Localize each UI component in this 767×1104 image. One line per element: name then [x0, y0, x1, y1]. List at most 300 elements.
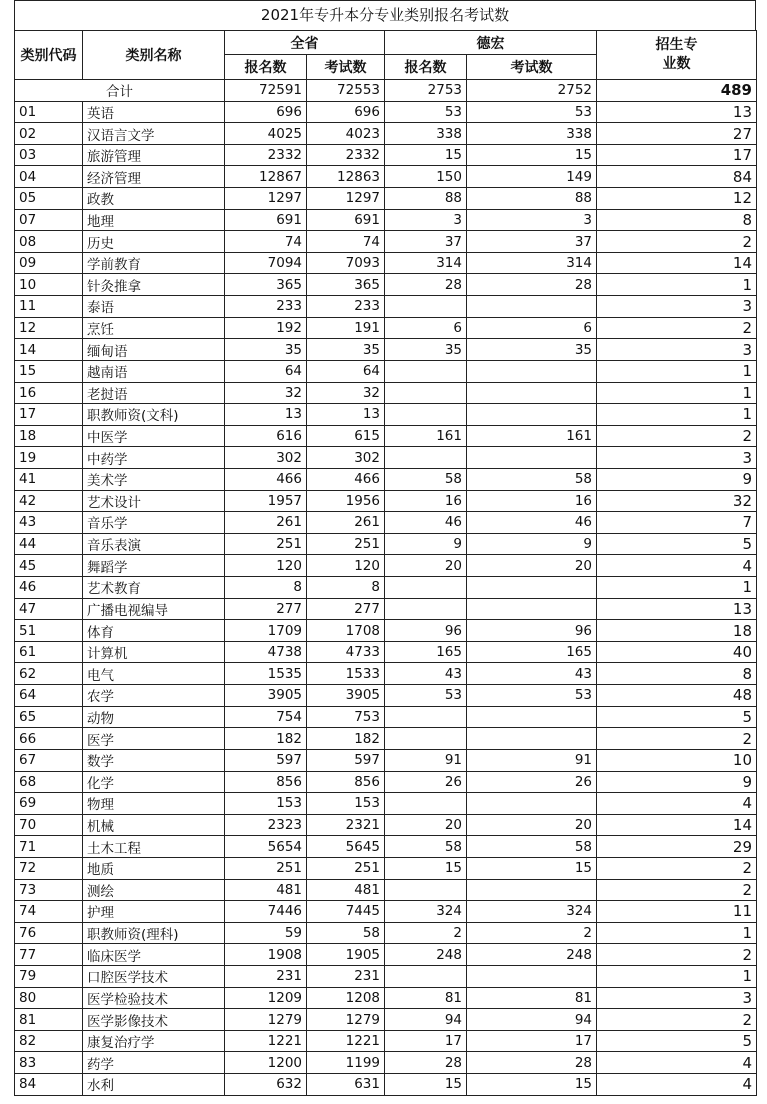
table-row: [15, 425, 757, 447]
category-code: 70: [15, 814, 83, 836]
category-name: 历史: [83, 231, 225, 253]
table-row: [15, 879, 757, 901]
category-code: 73: [15, 879, 83, 901]
province-registered: 1908: [225, 944, 307, 966]
category-code: 12: [15, 317, 83, 339]
category-code: 69: [15, 793, 83, 815]
header-dehong: 德宏: [385, 31, 597, 55]
category-name: 护理: [83, 901, 225, 923]
dehong-registered: 28: [385, 1052, 467, 1074]
table-row: [15, 857, 757, 879]
province-examined: 5645: [307, 836, 385, 858]
province-registered: 696: [225, 101, 307, 123]
enroll-quota: 48: [597, 685, 757, 707]
category-code: 18: [15, 425, 83, 447]
category-name: 职教师资(文科): [83, 404, 225, 426]
category-code: 02: [15, 123, 83, 145]
province-registered: 691: [225, 209, 307, 231]
province-examined: 4733: [307, 641, 385, 663]
province-examined: 691: [307, 209, 385, 231]
dehong-registered: 58: [385, 836, 467, 858]
dehong-registered: 20: [385, 555, 467, 577]
province-examined: 3905: [307, 685, 385, 707]
dehong-examined: 35: [467, 339, 597, 361]
province-registered: 12867: [225, 166, 307, 188]
header-province: 全省: [225, 31, 385, 55]
category-name: 医学检验技术: [83, 987, 225, 1009]
dehong-examined: 94: [467, 1009, 597, 1031]
table-row: [15, 728, 757, 750]
header-province-registered: 报名数: [225, 55, 307, 80]
enroll-quota: 40: [597, 641, 757, 663]
dehong-registered: [385, 296, 467, 318]
dehong-registered: [385, 447, 467, 469]
category-name: 动物: [83, 706, 225, 728]
dehong-registered: 28: [385, 274, 467, 296]
dehong-examined: [467, 296, 597, 318]
dehong-registered: 53: [385, 685, 467, 707]
dehong-registered: 53: [385, 101, 467, 123]
dehong-registered: [385, 965, 467, 987]
enroll-quota: 3: [597, 296, 757, 318]
province-registered: 1709: [225, 620, 307, 642]
province-examined: 631: [307, 1074, 385, 1096]
enroll-quota: 84: [597, 166, 757, 188]
category-name: 农学: [83, 685, 225, 707]
category-name: 烹饪: [83, 317, 225, 339]
province-examined: 856: [307, 771, 385, 793]
category-code: 67: [15, 749, 83, 771]
dehong-registered: 15: [385, 857, 467, 879]
category-code: 47: [15, 598, 83, 620]
dehong-registered: [385, 577, 467, 599]
enroll-quota: 17: [597, 144, 757, 166]
category-name: 数学: [83, 749, 225, 771]
province-examined: 696: [307, 101, 385, 123]
province-examined: 1708: [307, 620, 385, 642]
category-name: 中药学: [83, 447, 225, 469]
category-name: 机械: [83, 814, 225, 836]
dehong-registered: 15: [385, 1074, 467, 1096]
table-row: [15, 922, 757, 944]
province-registered: 632: [225, 1074, 307, 1096]
table-row: [15, 555, 757, 577]
province-examined: 1297: [307, 188, 385, 210]
province-examined: 120: [307, 555, 385, 577]
dehong-registered: 35: [385, 339, 467, 361]
category-name: 中医学: [83, 425, 225, 447]
dehong-examined: [467, 965, 597, 987]
category-code: 10: [15, 274, 83, 296]
province-examined: 261: [307, 512, 385, 534]
enroll-quota: 1: [597, 360, 757, 382]
dehong-registered: 46: [385, 512, 467, 534]
category-code: 19: [15, 447, 83, 469]
dehong-registered: 15: [385, 144, 467, 166]
province-examined: 35: [307, 339, 385, 361]
category-code: 07: [15, 209, 83, 231]
province-registered: 597: [225, 749, 307, 771]
province-examined: 231: [307, 965, 385, 987]
province-registered: 59: [225, 922, 307, 944]
category-code: 14: [15, 339, 83, 361]
enroll-quota: 4: [597, 555, 757, 577]
province-examined: 191: [307, 317, 385, 339]
enroll-quota: 3: [597, 447, 757, 469]
category-name: 泰语: [83, 296, 225, 318]
province-registered: 2332: [225, 144, 307, 166]
province-registered: 64: [225, 360, 307, 382]
page-title: 2021年专升本分专业类别报名考试数: [14, 0, 756, 30]
dehong-examined: 20: [467, 814, 597, 836]
table-row: [15, 252, 757, 274]
category-name: 音乐表演: [83, 533, 225, 555]
table-row: [15, 965, 757, 987]
enroll-quota: 12: [597, 188, 757, 210]
table-row: [15, 490, 757, 512]
enroll-quota: 5: [597, 1030, 757, 1052]
province-examined: 4023: [307, 123, 385, 145]
province-registered: 153: [225, 793, 307, 815]
province-registered: 231: [225, 965, 307, 987]
province-registered: 856: [225, 771, 307, 793]
enroll-quota: 8: [597, 209, 757, 231]
registration-table: [14, 30, 757, 1096]
province-registered: 1297: [225, 188, 307, 210]
province-examined: 7093: [307, 252, 385, 274]
dehong-registered: 6: [385, 317, 467, 339]
dehong-registered: 81: [385, 987, 467, 1009]
dehong-registered: 150: [385, 166, 467, 188]
province-registered: 1221: [225, 1030, 307, 1052]
dehong-registered: [385, 793, 467, 815]
province-registered: 1957: [225, 490, 307, 512]
province-examined: 12863: [307, 166, 385, 188]
dehong-registered: 9: [385, 533, 467, 555]
province-examined: 1208: [307, 987, 385, 1009]
table-row: [15, 188, 757, 210]
province-registered: 261: [225, 512, 307, 534]
province-registered: 120: [225, 555, 307, 577]
province-examined: 8: [307, 577, 385, 599]
category-name: 艺术教育: [83, 577, 225, 599]
dehong-examined: 46: [467, 512, 597, 534]
province-examined: 1279: [307, 1009, 385, 1031]
province-examined: 182: [307, 728, 385, 750]
province-registered: 192: [225, 317, 307, 339]
table-row: [15, 339, 757, 361]
table-row: [15, 231, 757, 253]
province-registered: 277: [225, 598, 307, 620]
table-row: [15, 641, 757, 663]
category-code: 68: [15, 771, 83, 793]
enroll-quota: 5: [597, 706, 757, 728]
dehong-examined: 58: [467, 468, 597, 490]
header-dehong-examined: 考试数: [467, 55, 597, 80]
province-examined: 2321: [307, 814, 385, 836]
province-examined: 1956: [307, 490, 385, 512]
table-row: [15, 404, 757, 426]
category-code: 66: [15, 728, 83, 750]
category-name: 越南语: [83, 360, 225, 382]
enroll-quota: 27: [597, 123, 757, 145]
category-name: 测绘: [83, 879, 225, 901]
table-row: [15, 166, 757, 188]
category-name: 缅甸语: [83, 339, 225, 361]
enroll-quota: 14: [597, 814, 757, 836]
category-name: 针灸推拿: [83, 274, 225, 296]
dehong-examined: 15: [467, 144, 597, 166]
enroll-quota: 32: [597, 490, 757, 512]
category-name: 经济管理: [83, 166, 225, 188]
enroll-quota: 1: [597, 382, 757, 404]
header-enroll-line2: 业数: [662, 56, 691, 72]
category-name: 康复治疗学: [83, 1030, 225, 1052]
category-code: 62: [15, 663, 83, 685]
category-code: 72: [15, 857, 83, 879]
table-row: [15, 577, 757, 599]
dehong-examined: [467, 360, 597, 382]
province-registered: 3905: [225, 685, 307, 707]
category-code: 45: [15, 555, 83, 577]
category-name: 艺术设计: [83, 490, 225, 512]
table-row: [15, 944, 757, 966]
dehong-registered: 314: [385, 252, 467, 274]
category-code: 08: [15, 231, 83, 253]
enroll-quota: 9: [597, 468, 757, 490]
category-name: 旅游管理: [83, 144, 225, 166]
category-code: 61: [15, 641, 83, 663]
province-registered: 1209: [225, 987, 307, 1009]
province-registered: 5654: [225, 836, 307, 858]
table-row: [15, 512, 757, 534]
province-registered: 7094: [225, 252, 307, 274]
category-name: 职教师资(理科): [83, 922, 225, 944]
category-code: 46: [15, 577, 83, 599]
enroll-quota: 2: [597, 857, 757, 879]
table-row: [15, 1009, 757, 1031]
table-row: [15, 144, 757, 166]
category-name: 临床医学: [83, 944, 225, 966]
category-code: 41: [15, 468, 83, 490]
table-row: [15, 793, 757, 815]
enroll-quota: 1: [597, 922, 757, 944]
enroll-quota: 1: [597, 577, 757, 599]
dehong-examined: 248: [467, 944, 597, 966]
dehong-registered: 58: [385, 468, 467, 490]
province-registered: 1279: [225, 1009, 307, 1031]
enroll-quota: 2: [597, 944, 757, 966]
category-name: 医学: [83, 728, 225, 750]
enroll-quota: 10: [597, 749, 757, 771]
dehong-examined: 17: [467, 1030, 597, 1052]
dehong-registered: 94: [385, 1009, 467, 1031]
province-registered: 1535: [225, 663, 307, 685]
table-row: [15, 1030, 757, 1052]
category-code: 84: [15, 1074, 83, 1096]
province-registered: 365: [225, 274, 307, 296]
table-row: [15, 468, 757, 490]
enroll-quota: 2: [597, 728, 757, 750]
province-registered: 35: [225, 339, 307, 361]
province-examined: 64: [307, 360, 385, 382]
category-code: 01: [15, 101, 83, 123]
category-code: 43: [15, 512, 83, 534]
dehong-registered: [385, 382, 467, 404]
province-registered: 2323: [225, 814, 307, 836]
table-row: [15, 901, 757, 923]
province-examined: 251: [307, 533, 385, 555]
enroll-quota: 14: [597, 252, 757, 274]
province-examined: 753: [307, 706, 385, 728]
category-name: 电气: [83, 663, 225, 685]
province-registered: 466: [225, 468, 307, 490]
province-registered: 4738: [225, 641, 307, 663]
dehong-examined: 165: [467, 641, 597, 663]
table-row: [15, 685, 757, 707]
dehong-examined: [467, 382, 597, 404]
dehong-examined: 2: [467, 922, 597, 944]
total-dehong-registered: 2753: [385, 80, 467, 102]
province-examined: 302: [307, 447, 385, 469]
category-code: 80: [15, 987, 83, 1009]
category-name: 药学: [83, 1052, 225, 1074]
category-code: 42: [15, 490, 83, 512]
province-registered: 233: [225, 296, 307, 318]
table-row: [15, 123, 757, 145]
total-dehong-examined: 2752: [467, 80, 597, 102]
province-registered: 4025: [225, 123, 307, 145]
enroll-quota: 8: [597, 663, 757, 685]
header-name: 类别名称: [83, 31, 225, 80]
enroll-quota: 2: [597, 231, 757, 253]
total-province-examined: 72553: [307, 80, 385, 102]
dehong-examined: 26: [467, 771, 597, 793]
enroll-quota: 4: [597, 793, 757, 815]
dehong-examined: 3: [467, 209, 597, 231]
category-code: 04: [15, 166, 83, 188]
dehong-examined: 96: [467, 620, 597, 642]
category-code: 05: [15, 188, 83, 210]
total-quota: 489: [597, 80, 757, 102]
province-examined: 233: [307, 296, 385, 318]
table-row: [15, 620, 757, 642]
province-examined: 466: [307, 468, 385, 490]
table-row: [15, 317, 757, 339]
province-examined: 1199: [307, 1052, 385, 1074]
province-examined: 13: [307, 404, 385, 426]
province-examined: 1221: [307, 1030, 385, 1052]
category-code: 03: [15, 144, 83, 166]
dehong-examined: 9: [467, 533, 597, 555]
category-name: 政教: [83, 188, 225, 210]
dehong-examined: 15: [467, 1074, 597, 1096]
total-province-registered: 72591: [225, 80, 307, 102]
enroll-quota: 18: [597, 620, 757, 642]
dehong-registered: [385, 728, 467, 750]
enroll-quota: 2: [597, 317, 757, 339]
dehong-examined: 37: [467, 231, 597, 253]
enroll-quota: 13: [597, 101, 757, 123]
province-registered: 616: [225, 425, 307, 447]
table-row: [15, 360, 757, 382]
category-name: 地理: [83, 209, 225, 231]
province-registered: 32: [225, 382, 307, 404]
enroll-quota: 3: [597, 987, 757, 1009]
table-row: [15, 447, 757, 469]
enroll-quota: 7: [597, 512, 757, 534]
dehong-registered: 26: [385, 771, 467, 793]
category-name: 地质: [83, 857, 225, 879]
dehong-registered: 165: [385, 641, 467, 663]
dehong-examined: 28: [467, 274, 597, 296]
province-examined: 365: [307, 274, 385, 296]
province-examined: 481: [307, 879, 385, 901]
dehong-registered: 3: [385, 209, 467, 231]
dehong-examined: 149: [467, 166, 597, 188]
province-registered: 251: [225, 533, 307, 555]
dehong-registered: [385, 404, 467, 426]
table-row: [15, 533, 757, 555]
category-name: 化学: [83, 771, 225, 793]
category-name: 计算机: [83, 641, 225, 663]
dehong-registered: 161: [385, 425, 467, 447]
dehong-examined: 88: [467, 188, 597, 210]
dehong-examined: 6: [467, 317, 597, 339]
province-registered: 7446: [225, 901, 307, 923]
category-code: 11: [15, 296, 83, 318]
category-name: 水利: [83, 1074, 225, 1096]
category-name: 学前教育: [83, 252, 225, 274]
enroll-quota: 13: [597, 598, 757, 620]
dehong-examined: 43: [467, 663, 597, 685]
province-examined: 58: [307, 922, 385, 944]
enroll-quota: 3: [597, 339, 757, 361]
report-sheet: [14, 0, 756, 1096]
category-name: 体育: [83, 620, 225, 642]
enroll-quota: 2: [597, 1009, 757, 1031]
dehong-registered: 43: [385, 663, 467, 685]
dehong-examined: [467, 706, 597, 728]
dehong-examined: 15: [467, 857, 597, 879]
dehong-registered: 91: [385, 749, 467, 771]
dehong-examined: 20: [467, 555, 597, 577]
dehong-registered: 16: [385, 490, 467, 512]
category-name: 土木工程: [83, 836, 225, 858]
province-registered: 8: [225, 577, 307, 599]
table-row: [15, 814, 757, 836]
dehong-registered: [385, 706, 467, 728]
province-registered: 1200: [225, 1052, 307, 1074]
header-code: 类别代码: [15, 31, 83, 80]
table-row: [15, 663, 757, 685]
dehong-registered: 37: [385, 231, 467, 253]
enroll-quota: 29: [597, 836, 757, 858]
dehong-registered: [385, 360, 467, 382]
table-row: [15, 296, 757, 318]
province-registered: 754: [225, 706, 307, 728]
province-registered: 251: [225, 857, 307, 879]
enroll-quota: 1: [597, 274, 757, 296]
table-row: [15, 836, 757, 858]
enroll-quota: 11: [597, 901, 757, 923]
enroll-quota: 2: [597, 425, 757, 447]
category-name: 医学影像技术: [83, 1009, 225, 1031]
category-name: 口腔医学技术: [83, 965, 225, 987]
dehong-registered: 2: [385, 922, 467, 944]
category-name: 老挝语: [83, 382, 225, 404]
table-row: [15, 274, 757, 296]
